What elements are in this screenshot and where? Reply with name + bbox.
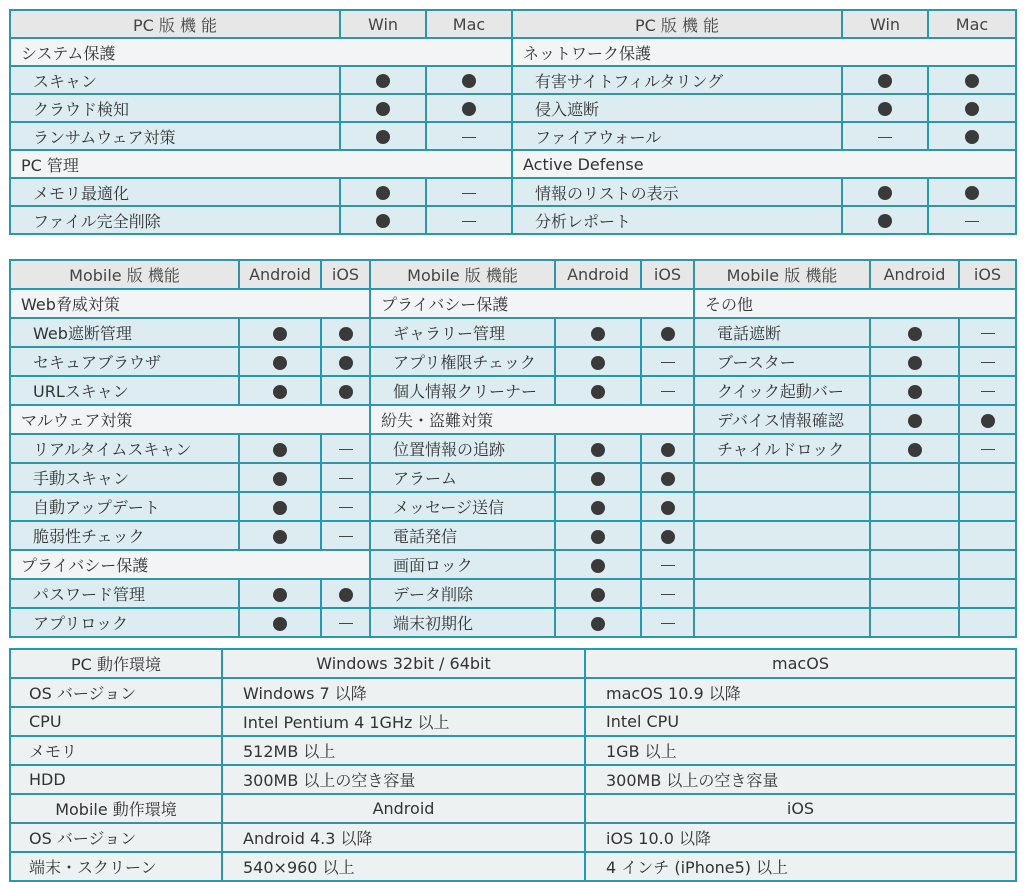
mobile-feature-name: チャイルドロック [694, 434, 870, 463]
android-support-cell [555, 318, 641, 347]
android-support-cell [555, 376, 641, 405]
mobile-feature-name: Web遮断管理 [10, 318, 239, 347]
win-support-cell [842, 178, 928, 206]
mobile-feature-row [10, 463, 1016, 492]
pc-feature-name: ファイアウォール [512, 122, 842, 150]
android-support-cell [870, 434, 959, 463]
android-support-cell [239, 318, 321, 347]
android-support-cell [870, 376, 959, 405]
mobile-features-header-row [10, 260, 1016, 289]
android-support-cell [239, 521, 321, 550]
pc-features-header-row [10, 10, 1016, 38]
supported-dot-icon [339, 327, 353, 341]
not-supported-dash-icon [462, 193, 476, 194]
supported-dot-icon [878, 214, 892, 228]
supported-dot-icon [273, 356, 287, 370]
empty-cell [694, 550, 870, 579]
requirement-label: OS バージョン [10, 823, 222, 852]
android-requirements-header: Android [222, 794, 585, 823]
supported-dot-icon [965, 130, 979, 144]
mac-support-cell [426, 94, 512, 122]
ios-support-cell [321, 347, 370, 376]
pc-feature-name: ランサムウェア対策 [10, 122, 340, 150]
win-support-cell [340, 206, 426, 234]
empty-cell [959, 608, 1016, 637]
pc-features-title: PC 版 機 能 [10, 10, 340, 38]
android-support-cell [239, 347, 321, 376]
android-support-cell [870, 347, 959, 376]
win-support-cell [842, 66, 928, 94]
mac-support-cell [928, 178, 1016, 206]
win-column-header: Win [340, 10, 426, 38]
requirement-label: CPU [10, 707, 222, 736]
pc-requirements-label: PC 動作環境 [10, 649, 222, 678]
requirement-label: 端末・スクリーン [10, 852, 222, 881]
mobile-features-table [9, 259, 1017, 638]
mobile-feature-section-heading: その他 [694, 289, 1016, 318]
ios-support-cell [641, 550, 694, 579]
mac-support-cell [426, 206, 512, 234]
pc-features-title-right: PC 版 機 能 [512, 10, 842, 38]
empty-cell [694, 521, 870, 550]
supported-dot-icon [908, 385, 922, 399]
not-supported-dash-icon [981, 449, 995, 450]
requirement-row [10, 736, 1016, 765]
ios-support-cell [321, 376, 370, 405]
mac-column-header-right: Mac [928, 10, 1016, 38]
mac-column-header: Mac [426, 10, 512, 38]
empty-cell [694, 579, 870, 608]
supported-dot-icon [376, 102, 390, 116]
supported-dot-icon [462, 102, 476, 116]
mobile-feature-section-heading: 紛失・盗難対策 [370, 405, 694, 434]
mobile-feature-section-heading: Web脅威対策 [10, 289, 370, 318]
mobile-feature-name: 電話発信 [370, 521, 555, 550]
supported-dot-icon [908, 443, 922, 457]
win-support-cell [340, 122, 426, 150]
pc-feature-row [10, 122, 1016, 150]
ios-requirements-header: iOS [585, 794, 1016, 823]
pc-feature-section-heading: ネットワーク保護 [512, 38, 1016, 66]
mobile-features-title-2: Mobile 版 機能 [370, 260, 555, 289]
requirement-row [10, 823, 1016, 852]
supported-dot-icon [339, 385, 353, 399]
not-supported-dash-icon [965, 221, 979, 222]
supported-dot-icon [339, 588, 353, 602]
supported-dot-icon [591, 617, 605, 631]
win-column-header-right: Win [842, 10, 928, 38]
pc-feature-name: クラウド検知 [10, 94, 340, 122]
supported-dot-icon [661, 327, 675, 341]
supported-dot-icon [661, 443, 675, 457]
pc-features-body [10, 10, 1016, 234]
pc-feature-name: 侵入遮断 [512, 94, 842, 122]
mobile-feature-row [10, 579, 1016, 608]
ios-support-cell [641, 376, 694, 405]
empty-cell [870, 463, 959, 492]
requirement-value: Windows 7 以降 [222, 678, 585, 707]
pc-feature-row [10, 150, 1016, 178]
mobile-feature-name: 手動スキャン [10, 463, 239, 492]
macos-requirements-header: macOS [585, 649, 1016, 678]
requirement-row [10, 707, 1016, 736]
mobile-feature-name: ギャラリー管理 [370, 318, 555, 347]
not-supported-dash-icon [339, 507, 353, 508]
android-support-cell [239, 608, 321, 637]
pc-requirements-header-row [10, 649, 1016, 678]
win-support-cell [340, 94, 426, 122]
mobile-feature-row [10, 434, 1016, 463]
mobile-feature-name: 自動アップデート [10, 492, 239, 521]
mobile-feature-row [10, 492, 1016, 521]
requirement-row [10, 852, 1016, 881]
requirement-value: 4 インチ (iPhone5) 以上 [585, 852, 1016, 881]
supported-dot-icon [908, 414, 922, 428]
supported-dot-icon [273, 472, 287, 486]
mobile-feature-name: クイック起動バー [694, 376, 870, 405]
requirement-value: 1GB 以上 [585, 736, 1016, 765]
supported-dot-icon [591, 443, 605, 457]
pc-feature-section-heading: システム保護 [10, 38, 512, 66]
mobile-feature-row [10, 376, 1016, 405]
requirement-value: iOS 10.0 以降 [585, 823, 1016, 852]
empty-cell [870, 521, 959, 550]
supported-dot-icon [908, 356, 922, 370]
android-support-cell [239, 434, 321, 463]
ios-column-header: iOS [321, 260, 370, 289]
pc-feature-name: ファイル完全削除 [10, 206, 340, 234]
android-support-cell [555, 608, 641, 637]
supported-dot-icon [981, 414, 995, 428]
ios-column-header-3: iOS [959, 260, 1016, 289]
ios-support-cell [641, 318, 694, 347]
win-support-cell [842, 94, 928, 122]
android-support-cell [870, 405, 959, 434]
pc-feature-name: 分析レポート [512, 206, 842, 234]
mobile-feature-name: 脆弱性チェック [10, 521, 239, 550]
mobile-feature-name: 個人情報クリーナー [370, 376, 555, 405]
supported-dot-icon [878, 186, 892, 200]
ios-support-cell [321, 434, 370, 463]
mobile-feature-row [10, 608, 1016, 637]
win-support-cell [340, 66, 426, 94]
not-supported-dash-icon [339, 449, 353, 450]
android-column-header: Android [239, 260, 321, 289]
mobile-feature-name: URLスキャン [10, 376, 239, 405]
mobile-feature-name: デバイス情報確認 [694, 405, 870, 434]
android-support-cell [555, 550, 641, 579]
mac-support-cell [426, 178, 512, 206]
ios-support-cell [959, 347, 1016, 376]
supported-dot-icon [376, 186, 390, 200]
requirements-body [10, 649, 1016, 881]
empty-cell [870, 579, 959, 608]
windows-requirements-header: Windows 32bit / 64bit [222, 649, 585, 678]
ios-support-cell [321, 463, 370, 492]
not-supported-dash-icon [981, 362, 995, 363]
android-support-cell [555, 347, 641, 376]
supported-dot-icon [591, 327, 605, 341]
empty-cell [959, 463, 1016, 492]
android-support-cell [870, 318, 959, 347]
empty-cell [694, 463, 870, 492]
pc-feature-section-heading: Active Defense [512, 150, 1016, 178]
not-supported-dash-icon [661, 565, 675, 566]
requirements-table [9, 648, 1017, 882]
not-supported-dash-icon [661, 623, 675, 624]
mobile-feature-row [10, 521, 1016, 550]
not-supported-dash-icon [339, 478, 353, 479]
ios-support-cell [641, 521, 694, 550]
mobile-feature-section-heading: プライバシー保護 [370, 289, 694, 318]
requirement-value: Intel Pentium 4 1GHz 以上 [222, 707, 585, 736]
not-supported-dash-icon [981, 391, 995, 392]
mac-support-cell [928, 66, 1016, 94]
pc-feature-name: メモリ最適化 [10, 178, 340, 206]
supported-dot-icon [878, 102, 892, 116]
supported-dot-icon [376, 74, 390, 88]
mobile-feature-name: アラーム [370, 463, 555, 492]
ios-support-cell [959, 405, 1016, 434]
pc-features-table [9, 9, 1017, 235]
pc-feature-row [10, 94, 1016, 122]
supported-dot-icon [273, 588, 287, 602]
android-support-cell [239, 579, 321, 608]
empty-cell [959, 579, 1016, 608]
supported-dot-icon [273, 501, 287, 515]
android-support-cell [555, 579, 641, 608]
requirement-row [10, 765, 1016, 794]
android-support-cell [239, 492, 321, 521]
empty-cell [959, 550, 1016, 579]
ios-column-header-2: iOS [641, 260, 694, 289]
android-support-cell [555, 463, 641, 492]
supported-dot-icon [878, 74, 892, 88]
supported-dot-icon [591, 501, 605, 515]
ios-support-cell [641, 434, 694, 463]
pc-feature-name: スキャン [10, 66, 340, 94]
ios-support-cell [321, 318, 370, 347]
requirement-value: 300MB 以上の空き容量 [222, 765, 585, 794]
supported-dot-icon [273, 530, 287, 544]
ios-support-cell [641, 492, 694, 521]
mac-support-cell [928, 206, 1016, 234]
empty-cell [870, 492, 959, 521]
mobile-feature-row [10, 405, 1016, 434]
mac-support-cell [928, 94, 1016, 122]
supported-dot-icon [273, 617, 287, 631]
requirement-value: Android 4.3 以降 [222, 823, 585, 852]
supported-dot-icon [965, 102, 979, 116]
requirement-value: 300MB 以上の空き容量 [585, 765, 1016, 794]
supported-dot-icon [376, 130, 390, 144]
empty-cell [870, 608, 959, 637]
pc-feature-row [10, 38, 1016, 66]
android-support-cell [239, 463, 321, 492]
requirement-row [10, 678, 1016, 707]
mobile-feature-name: パスワード管理 [10, 579, 239, 608]
pc-feature-row [10, 206, 1016, 234]
ios-support-cell [321, 521, 370, 550]
not-supported-dash-icon [981, 333, 995, 334]
mobile-feature-row [10, 550, 1016, 579]
not-supported-dash-icon [339, 536, 353, 537]
mobile-requirements-label: Mobile 動作環境 [10, 794, 222, 823]
ios-support-cell [959, 318, 1016, 347]
supported-dot-icon [591, 559, 605, 573]
supported-dot-icon [965, 74, 979, 88]
ios-support-cell [321, 579, 370, 608]
mobile-feature-name: アプリロック [10, 608, 239, 637]
android-support-cell [555, 521, 641, 550]
mobile-requirements-header-row [10, 794, 1016, 823]
requirement-value: 512MB 以上 [222, 736, 585, 765]
pc-feature-row [10, 178, 1016, 206]
android-support-cell [239, 376, 321, 405]
mac-support-cell [426, 122, 512, 150]
mobile-feature-name: 端末初期化 [370, 608, 555, 637]
not-supported-dash-icon [462, 137, 476, 138]
mobile-features-body [10, 260, 1016, 637]
ios-support-cell [959, 376, 1016, 405]
not-supported-dash-icon [878, 137, 892, 138]
mobile-feature-name: ブースター [694, 347, 870, 376]
requirement-label: OS バージョン [10, 678, 222, 707]
win-support-cell [842, 122, 928, 150]
empty-cell [870, 550, 959, 579]
mobile-feature-name: データ削除 [370, 579, 555, 608]
not-supported-dash-icon [661, 362, 675, 363]
supported-dot-icon [965, 186, 979, 200]
mobile-feature-row [10, 347, 1016, 376]
ios-support-cell [641, 579, 694, 608]
not-supported-dash-icon [462, 221, 476, 222]
ios-support-cell [641, 347, 694, 376]
supported-dot-icon [591, 356, 605, 370]
ios-support-cell [321, 492, 370, 521]
mobile-feature-name: 画面ロック [370, 550, 555, 579]
pc-feature-row [10, 66, 1016, 94]
win-support-cell [842, 206, 928, 234]
mobile-features-title: Mobile 版 機能 [10, 260, 239, 289]
win-support-cell [340, 178, 426, 206]
supported-dot-icon [462, 74, 476, 88]
supported-dot-icon [661, 530, 675, 544]
ios-support-cell [321, 608, 370, 637]
pc-feature-name: 有害サイトフィルタリング [512, 66, 842, 94]
android-column-header-2: Android [555, 260, 641, 289]
supported-dot-icon [339, 356, 353, 370]
empty-cell [959, 492, 1016, 521]
supported-dot-icon [908, 327, 922, 341]
requirement-label: HDD [10, 765, 222, 794]
supported-dot-icon [591, 530, 605, 544]
ios-support-cell [641, 608, 694, 637]
mobile-feature-name: メッセージ送信 [370, 492, 555, 521]
not-supported-dash-icon [661, 391, 675, 392]
mobile-feature-row [10, 289, 1016, 318]
requirement-value: macOS 10.9 以降 [585, 678, 1016, 707]
empty-cell [694, 608, 870, 637]
supported-dot-icon [273, 385, 287, 399]
android-support-cell [555, 434, 641, 463]
supported-dot-icon [661, 472, 675, 486]
supported-dot-icon [376, 214, 390, 228]
mac-support-cell [928, 122, 1016, 150]
supported-dot-icon [591, 588, 605, 602]
not-supported-dash-icon [339, 623, 353, 624]
empty-cell [694, 492, 870, 521]
empty-cell [959, 521, 1016, 550]
android-support-cell [555, 492, 641, 521]
requirement-label: メモリ [10, 736, 222, 765]
android-column-header-3: Android [870, 260, 959, 289]
mobile-feature-name: 位置情報の追跡 [370, 434, 555, 463]
supported-dot-icon [273, 443, 287, 457]
mobile-feature-row [10, 318, 1016, 347]
ios-support-cell [641, 463, 694, 492]
requirement-value: 540×960 以上 [222, 852, 585, 881]
supported-dot-icon [661, 501, 675, 515]
requirement-value: Intel CPU [585, 707, 1016, 736]
mac-support-cell [426, 66, 512, 94]
supported-dot-icon [591, 472, 605, 486]
not-supported-dash-icon [661, 594, 675, 595]
ios-support-cell [959, 434, 1016, 463]
mobile-feature-section-heading: プライバシー保護 [10, 550, 370, 579]
supported-dot-icon [591, 385, 605, 399]
pc-feature-section-heading: PC 管理 [10, 150, 512, 178]
mobile-feature-section-heading: マルウェア対策 [10, 405, 370, 434]
mobile-features-title-3: Mobile 版 機能 [694, 260, 870, 289]
mobile-feature-name: セキュアブラウザ [10, 347, 239, 376]
mobile-feature-name: アプリ権限チェック [370, 347, 555, 376]
mobile-feature-name: リアルタイムスキャン [10, 434, 239, 463]
pc-feature-name: 情報のリストの表示 [512, 178, 842, 206]
supported-dot-icon [273, 327, 287, 341]
mobile-feature-name: 電話遮断 [694, 318, 870, 347]
